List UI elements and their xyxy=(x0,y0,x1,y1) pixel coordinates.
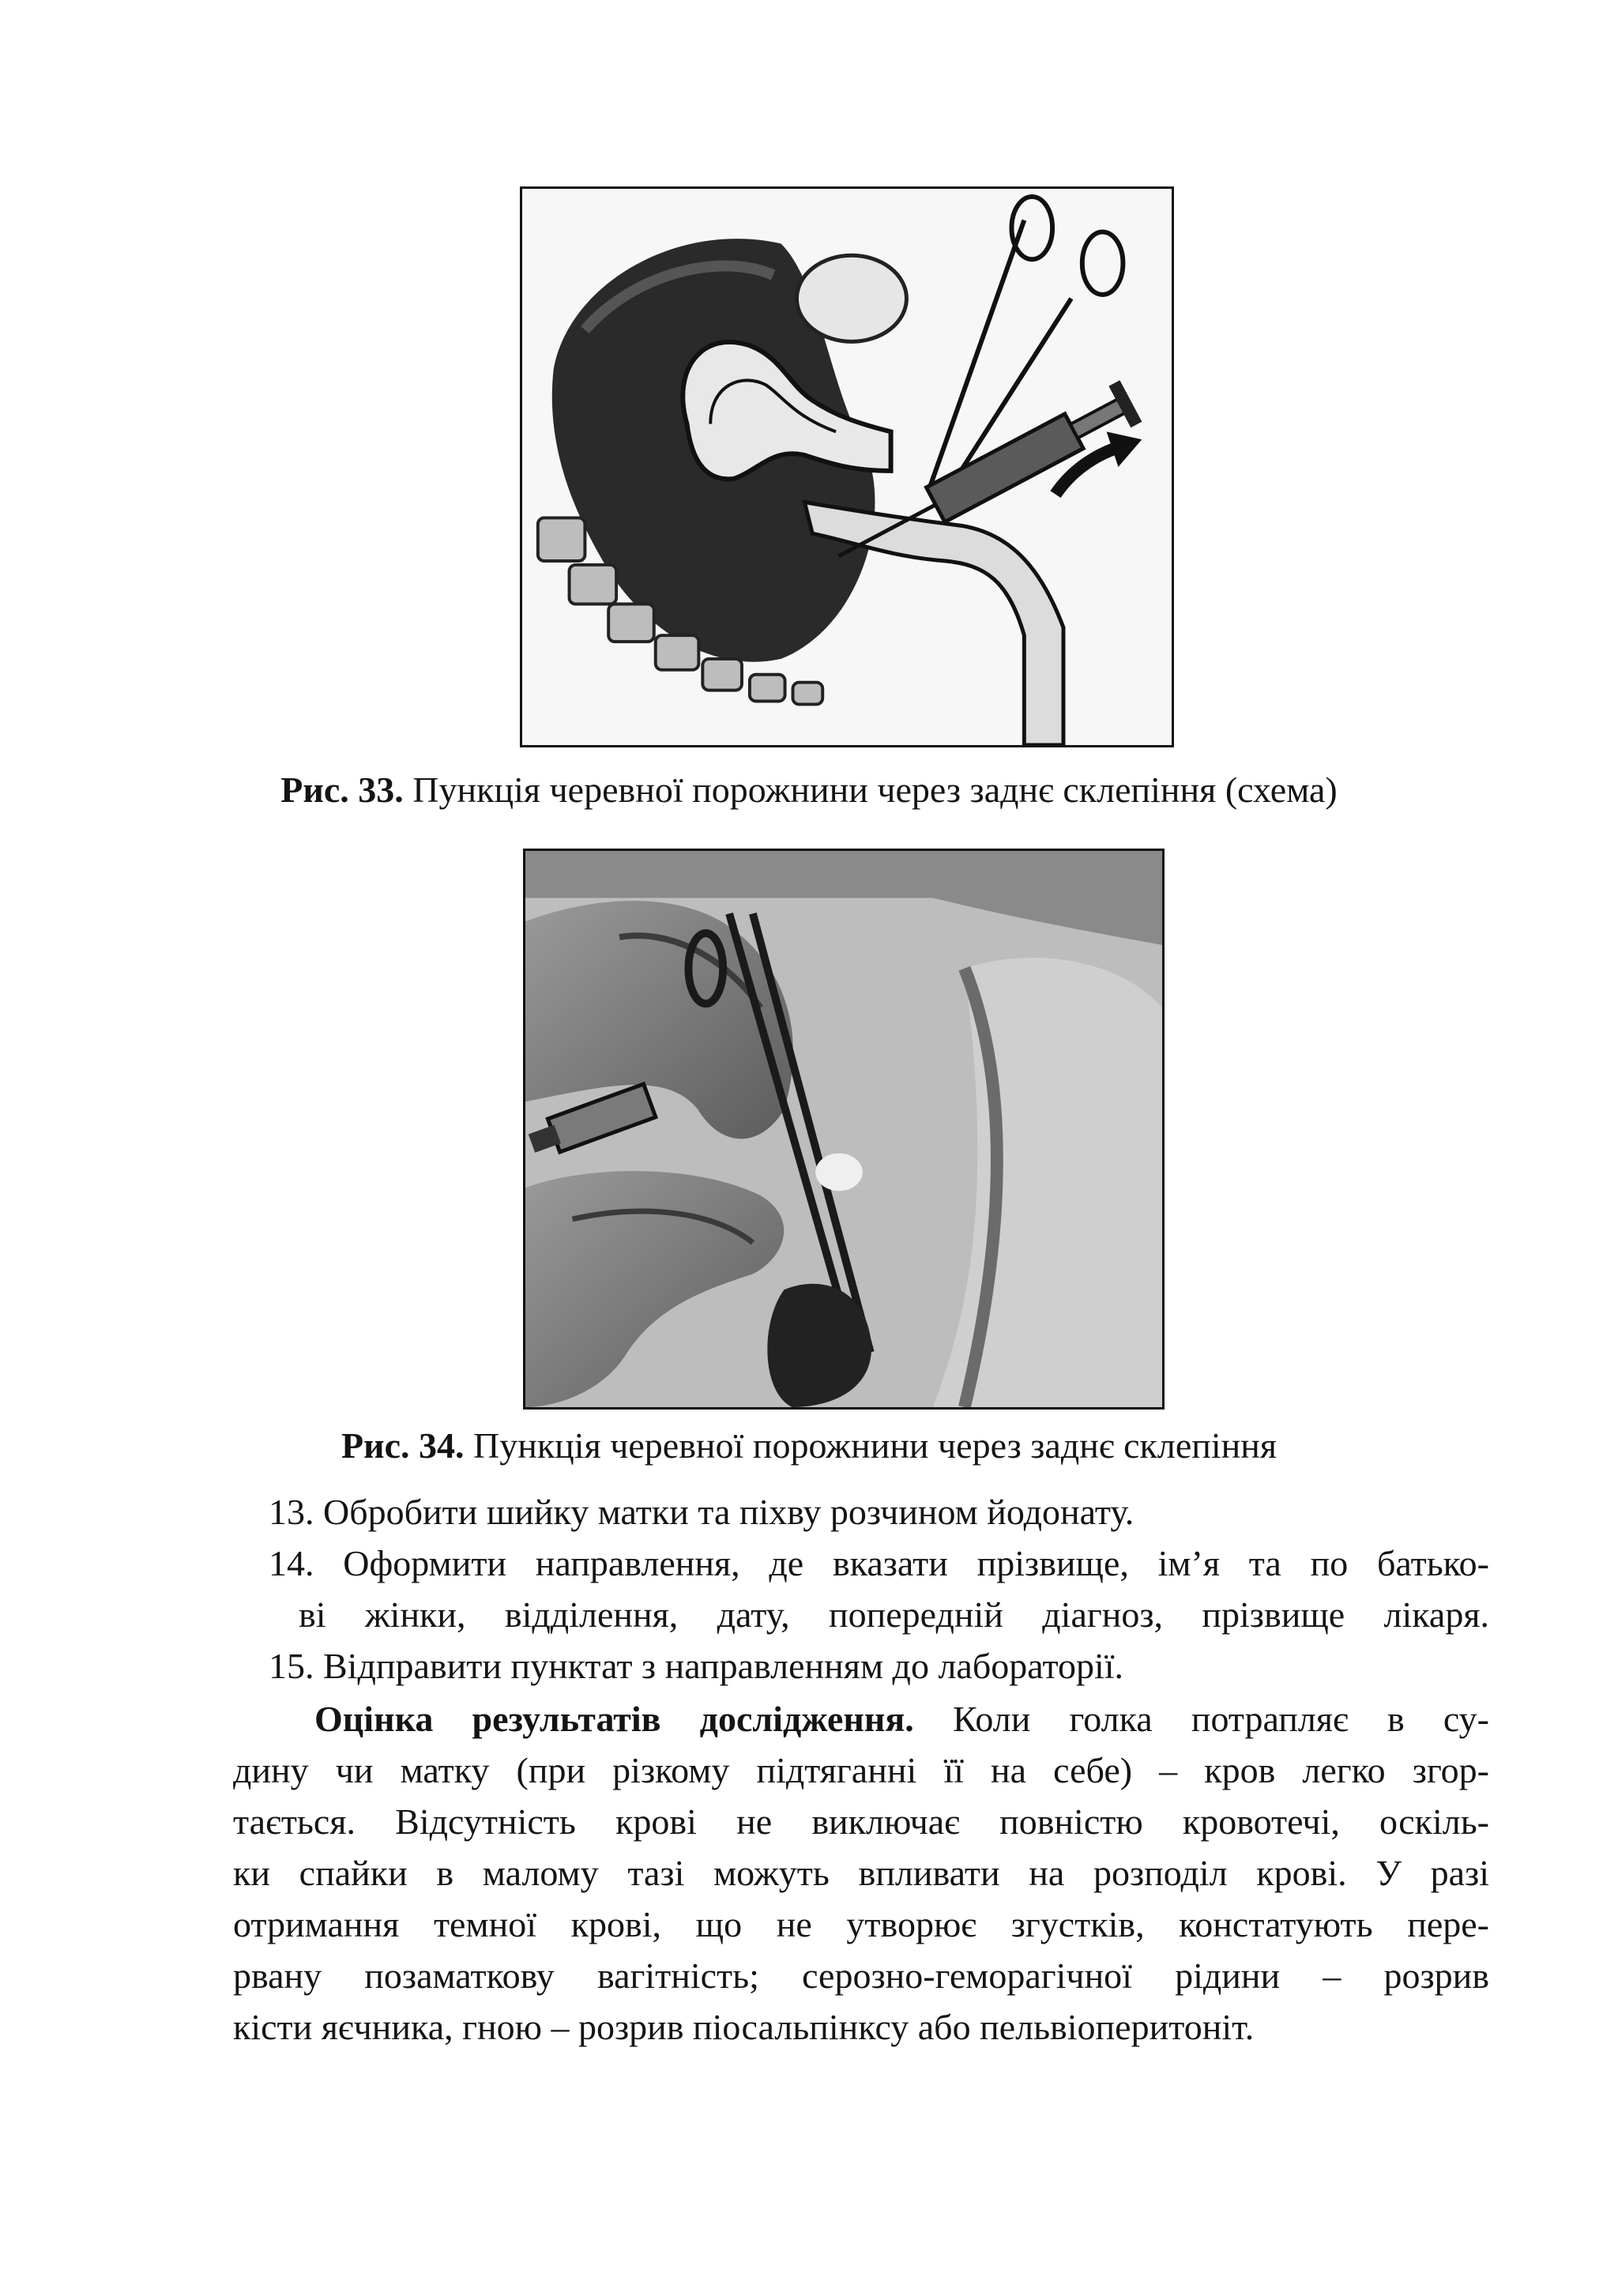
figure-34-label: Рис. 34. xyxy=(341,1425,465,1466)
step-13-text: Обробити шийку матки та піхву розчином йодонату. xyxy=(323,1492,1134,1532)
step-14-continuation: ві жінки, відділення, дату, попередній діагноз, прізвище лікаря. xyxy=(299,1594,1489,1635)
figure-34-caption-text: Пункція черевної порожнини через заднє склепіння xyxy=(473,1425,1277,1466)
step-13 xyxy=(269,1489,1134,1536)
figure-33-caption xyxy=(0,766,1618,814)
step-14-text-line-1: Оформити направлення, де вказати прізвище, ім’я та по батько- xyxy=(343,1543,1490,1583)
step-15-text: Відправити пунктат з направленням до лабораторії. xyxy=(323,1646,1124,1686)
results-heading: Оцінка результатів дослідження. xyxy=(314,1699,914,1739)
puncture-photograph-illustration xyxy=(525,851,1162,1407)
step-14-number: 14. xyxy=(269,1543,314,1583)
results-line-1: Коли голка потрапляє в су- xyxy=(952,1699,1489,1739)
results-line-2: дину чи матку (при різкому підтяганні її на себе) – кров легко згор- xyxy=(233,1750,1489,1790)
results-line-6: рвану позаматкову вагітність; серозно-геморагічної рідини – розрив xyxy=(233,1955,1489,1996)
puncture-schematic-illustration xyxy=(522,189,1172,745)
step-15-number: 15. xyxy=(269,1646,314,1686)
results-line-4: ки спайки в малому тазі можуть впливати на розподіл крові. У разі xyxy=(233,1853,1489,1893)
figure-33-label: Рис. 33. xyxy=(280,770,404,810)
results-line-5: отримання темної крові, що не утворює згустків, констатують пере- xyxy=(233,1904,1489,1944)
step-14 xyxy=(269,1540,1489,1587)
results-line-3: тається. Відсутність крові не виключає повністю кровотечі, оскіль- xyxy=(233,1801,1489,1842)
step-13-number: 13. xyxy=(269,1492,314,1532)
figure-33-caption-text: Пункція черевної порожнини через заднє склепіння (схема) xyxy=(412,770,1338,810)
figure-34-caption xyxy=(0,1422,1618,1470)
figure-34-image xyxy=(523,849,1165,1410)
figure-33-image xyxy=(520,186,1174,747)
step-15 xyxy=(269,1643,1123,1690)
results-line-7: кісти яєчника, гною – розрив піосальпінксу або пельвіоперитоніт. xyxy=(233,2007,1255,2047)
results-first-line xyxy=(314,1696,1489,1743)
